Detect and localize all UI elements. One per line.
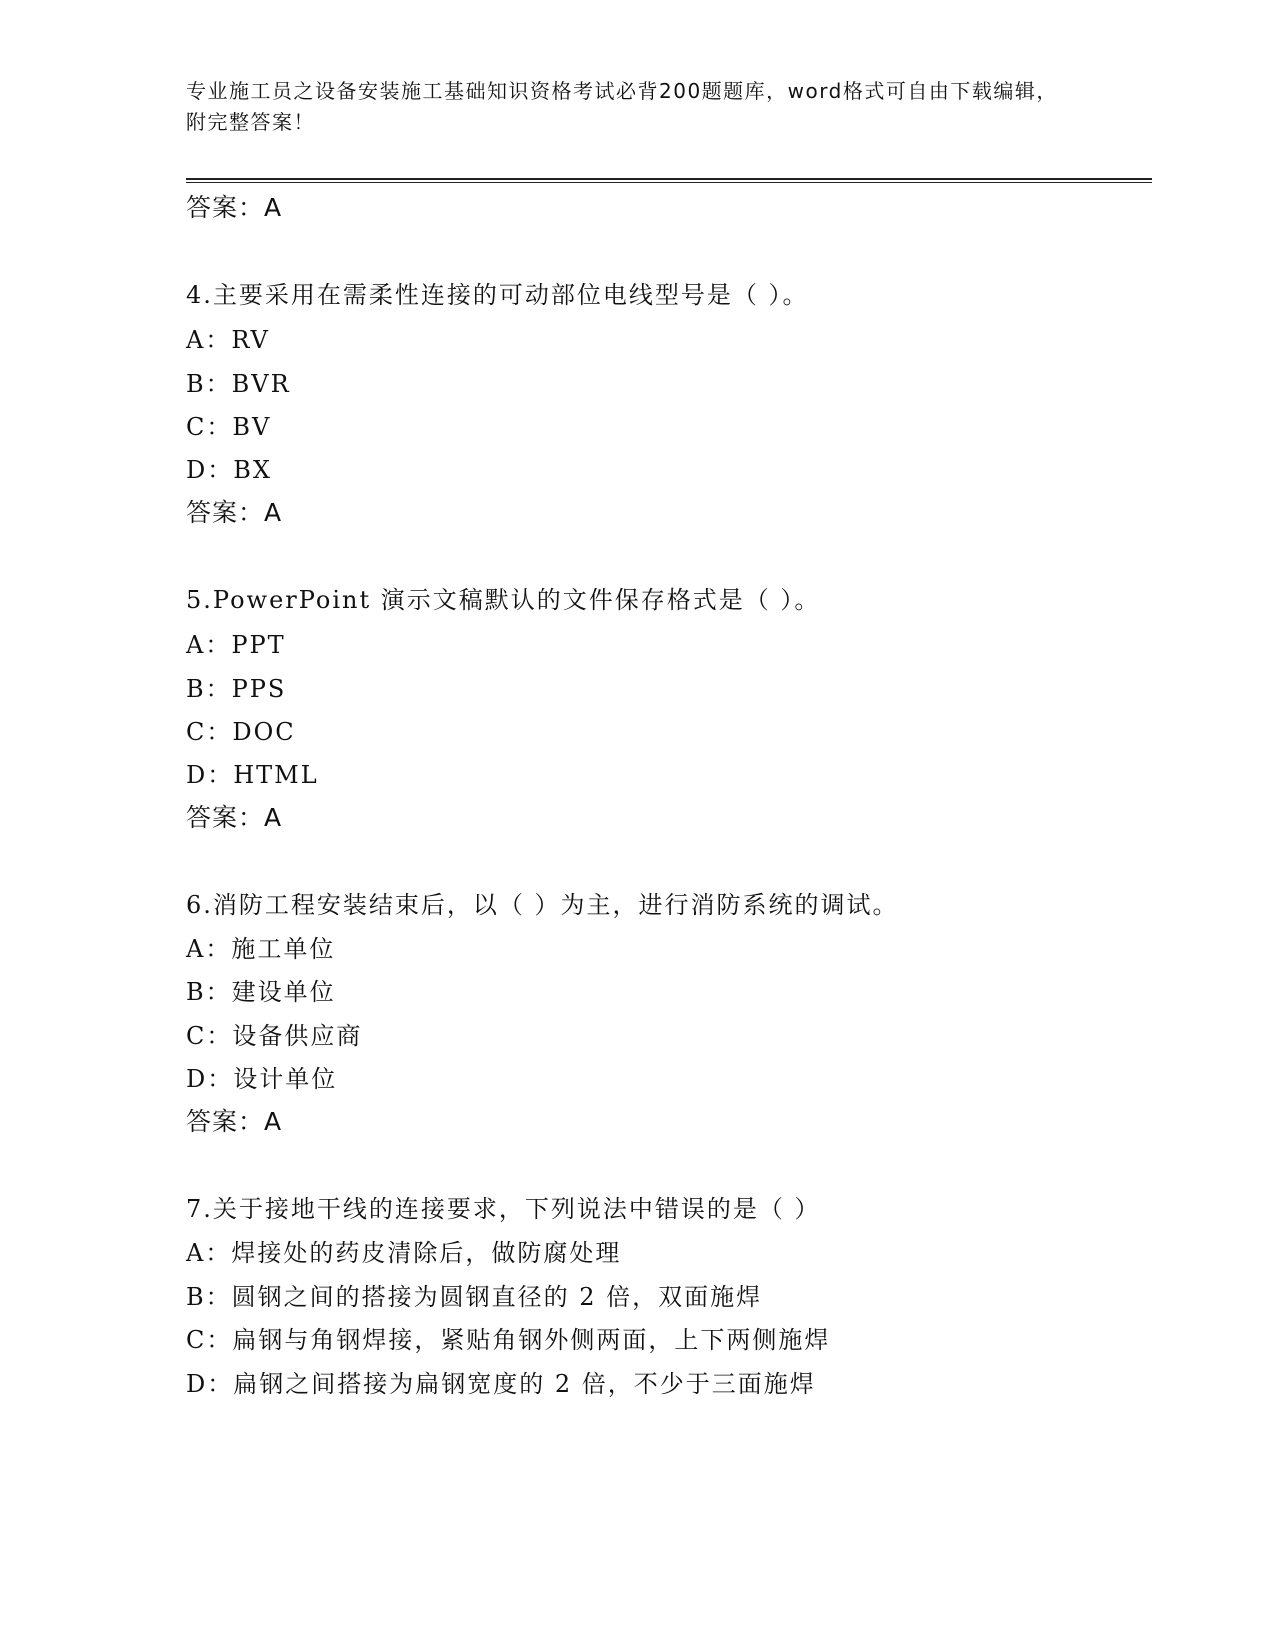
- header-rule-thick: [186, 178, 1152, 180]
- answer-line-3: 答案：A: [186, 193, 283, 222]
- question-5-answer: 答案：A: [186, 803, 283, 832]
- question-7-option-b: B：圆钢之间的搭接为圆钢直径的 2 倍，双面施焊: [186, 1283, 763, 1311]
- question-4-option-d: D：BX: [186, 456, 272, 484]
- question-6-option-c: C：设备供应商: [186, 1022, 363, 1050]
- question-6-option-d: D：设计单位: [186, 1065, 338, 1093]
- question-5-option-b: B：PPS: [186, 675, 287, 703]
- question-7-option-d: D：扁钢之间搭接为扁钢宽度的 2 倍，不少于三面施焊: [186, 1370, 816, 1398]
- question-5-option-c: C：DOC: [186, 718, 296, 746]
- question-4-stem: 4.主要采用在需柔性连接的可动部位电线型号是（ ）。: [186, 281, 809, 309]
- question-6-option-a: A：施工单位: [186, 935, 336, 963]
- question-7-option-a: A：焊接处的药皮清除后，做防腐处理: [186, 1239, 622, 1267]
- question-4-answer: 答案：A: [186, 498, 283, 527]
- question-5-option-d: D：HTML: [186, 761, 319, 789]
- question-4-option-b: B：BVR: [186, 370, 291, 398]
- question-4-option-a: A：RV: [186, 326, 270, 354]
- question-7-stem: 7.关于接地干线的连接要求，下列说法中错误的是（ ）: [186, 1195, 821, 1223]
- question-5-stem: 5.PowerPoint 演示文稿默认的文件保存格式是（ ）。: [186, 586, 821, 614]
- question-6-option-b: B：建设单位: [186, 978, 336, 1006]
- question-4-option-c: C：BV: [186, 413, 272, 441]
- question-5-option-a: A：PPT: [186, 631, 286, 659]
- question-6-answer: 答案：A: [186, 1107, 283, 1136]
- document-header: 专业施工员之设备安装施工基础知识资格考试必背200题题库，word格式可自由下载编辑，附完整答案！: [186, 79, 1058, 134]
- question-7-option-c: C：扁钢与角钢焊接，紧贴角钢外侧两面，上下两侧施焊: [186, 1326, 831, 1354]
- header-rule-thin: [186, 182, 1152, 183]
- question-6-stem: 6.消防工程安装结束后，以（ ）为主，进行消防系统的调试。: [186, 891, 899, 919]
